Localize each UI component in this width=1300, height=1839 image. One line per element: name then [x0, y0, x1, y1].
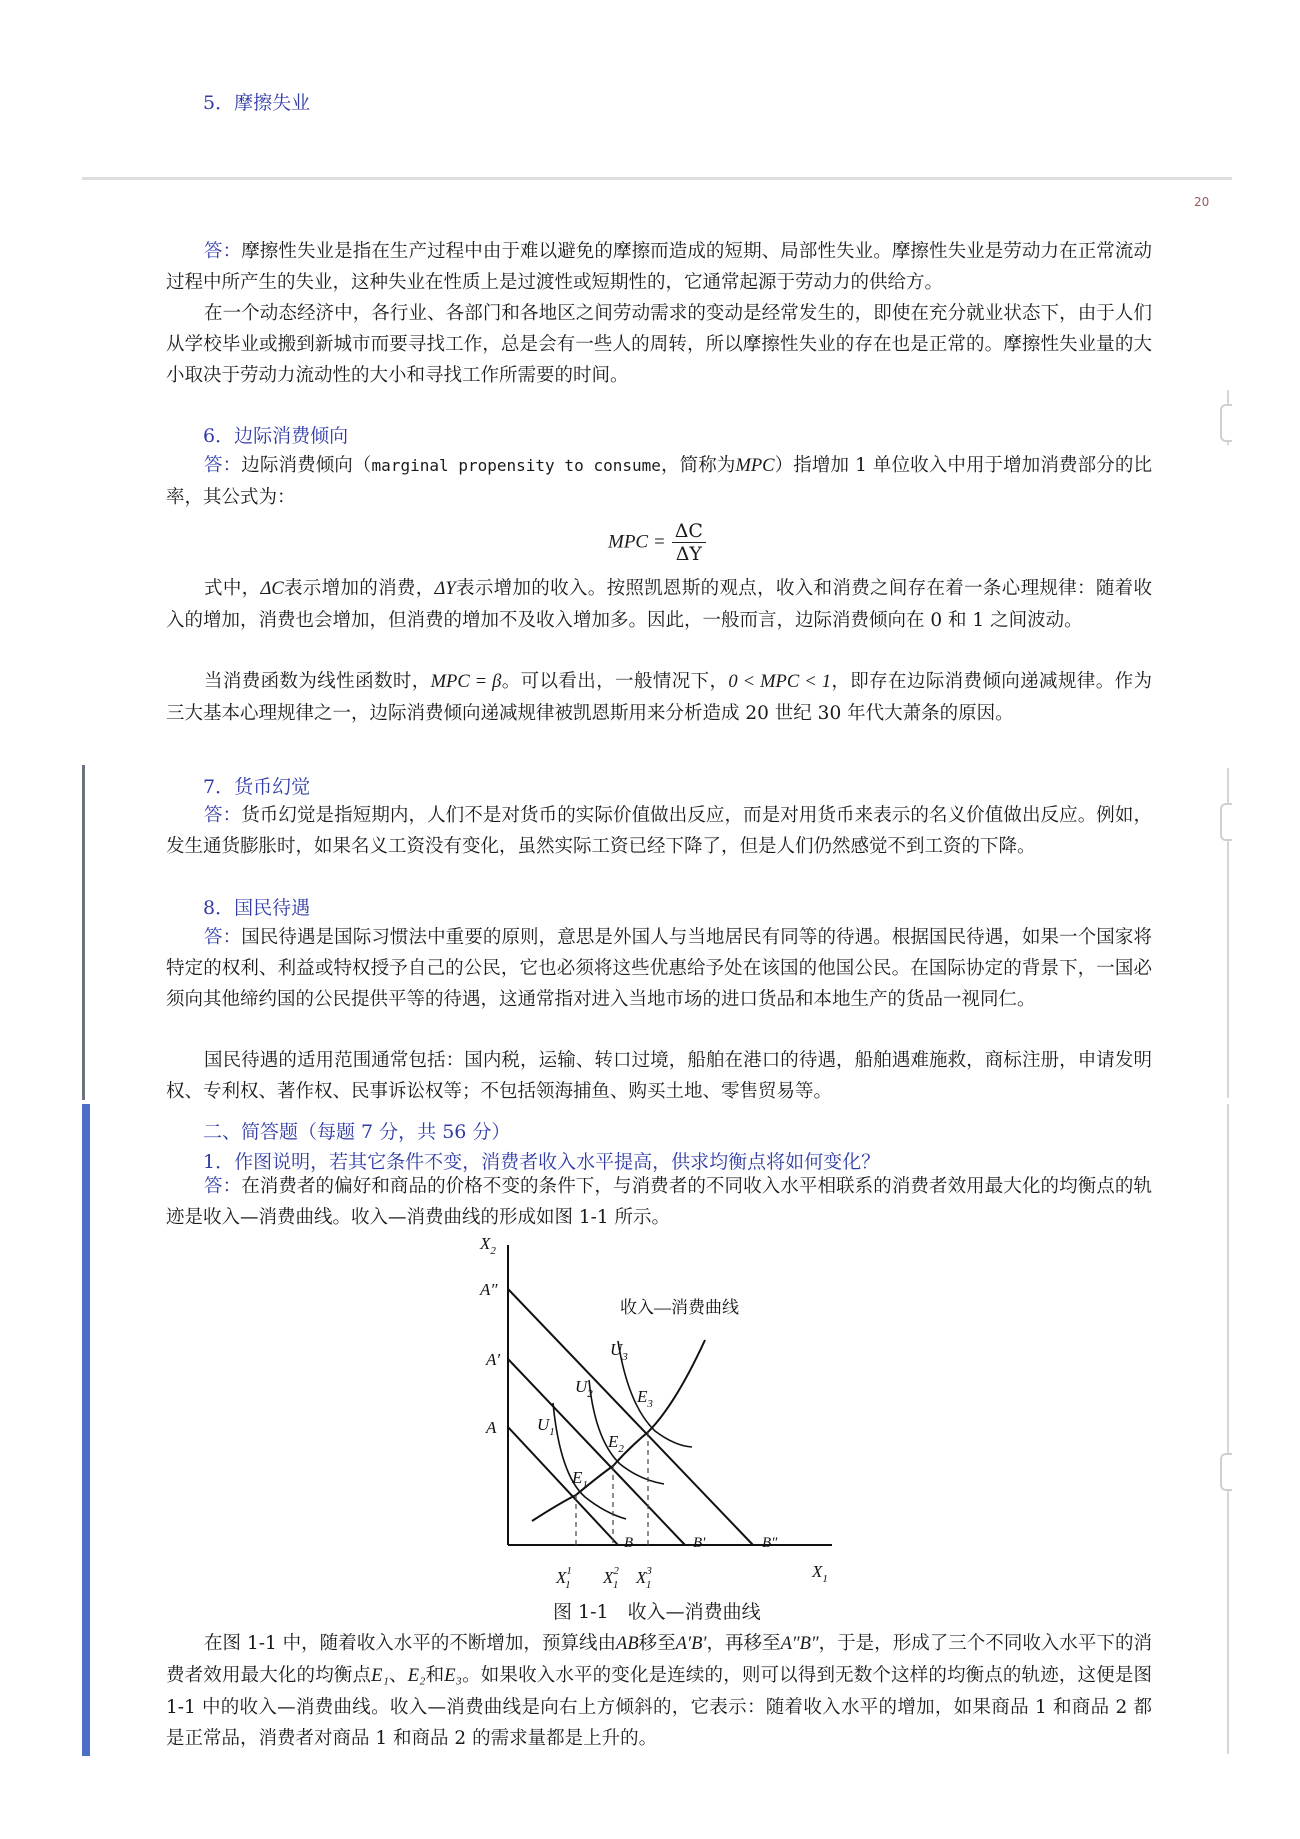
selection-bar: [82, 1104, 90, 1756]
collapse-handle[interactable]: [1220, 803, 1232, 841]
figure-caption: 图 1-1 收入—消费曲线: [553, 1601, 761, 1623]
label-u1: $U_1$: [537, 1415, 555, 1438]
tick-x1-2: $X^2$ 1: [603, 1565, 619, 1591]
part-2-heading: 二、简答题（每题 7 分，共 56 分）: [203, 1121, 511, 1143]
change-bar: [82, 765, 85, 1100]
label-u3: $U_3$: [610, 1340, 628, 1363]
intercept-b1: B′: [693, 1535, 706, 1551]
label-e2: $E_2$: [608, 1432, 624, 1455]
budget-line-a1b1: [508, 1359, 685, 1545]
intercept-b2: B″: [762, 1535, 778, 1551]
answer-label: 答：: [204, 1176, 242, 1197]
tick-x1-1: $X^1$ 1: [556, 1565, 572, 1591]
intercept-a1: A′: [486, 1350, 501, 1369]
question-1-answer: 答：在消费者的偏好和商品的价格不变的条件下，与消费者的不同收入水平相联系的消费者效用最大化的均衡点的轨迹是收入—消费曲线。收入—消费曲线的形成如图 1-1 所示。: [166, 1176, 1152, 1228]
label-e3: $E_3$: [637, 1387, 653, 1410]
collapse-handle[interactable]: [1220, 1453, 1232, 1491]
indifference-curve-u2: [589, 1380, 664, 1484]
label-e1: $E_1$: [572, 1468, 588, 1491]
section-6-heading: 6．边际消费倾向: [203, 425, 349, 447]
answer-label: 答：: [204, 455, 242, 476]
section-8-heading: 8．国民待遇: [203, 897, 311, 919]
answer-label: 答：: [204, 241, 242, 262]
income-consumption-curve: [532, 1340, 705, 1521]
collapse-handle[interactable]: [1220, 404, 1232, 442]
scroll-rail: [1227, 1104, 1229, 1754]
section-5-heading: 5．摩擦失业: [203, 92, 311, 114]
y-axis-label: $X_2$: [480, 1235, 496, 1257]
question-1-analysis: 在图 1-1 中，随着收入水平的不断增加，预算线由AB移至A′B′，再移至A″B″，于是，形成了三个不同收入水平下的消费者效用最大化的均衡点E₁、E₂和E₃。如果收入水平的变化是连续的，则可以得到无数个这样的均衡点的轨迹，这便是图 1-1 中的收入—消费曲线。收入—消费曲线是向右上方倾斜的，它表示：随着收入水平的增加，如果商品 1 和商品 2 都是正常品，消费者对商品 1 和商品 2 的需求量都是上升的。: [166, 1633, 1152, 1749]
page-number: 20: [1194, 195, 1210, 209]
intercept-b: B: [624, 1535, 634, 1551]
income-consumption-diagram: [460, 1235, 860, 1595]
budget-line-ab: [508, 1427, 618, 1545]
section-7-paragraph-1: 答：货币幻觉是指短期内，人们不是对货币的实际价值做出反应，而是对用货币来表示的名义价值做出反应。例如，发生通货膨胀时，如果名义工资没有变化，虽然实际工资已经下降了，但是人们仍然感觉不到工资的下降。: [166, 805, 1152, 857]
intercept-a: A: [486, 1418, 497, 1437]
indifference-curve-u3: [618, 1341, 692, 1447]
answer-label: 答：: [204, 927, 242, 948]
section-5-paragraph-1: 答：摩擦性失业是指在生产过程中由于难以避免的摩擦而造成的短期、局部性失业。摩擦性失业是劳动力在正常流动过程中所产生的失业，这种失业在性质上是过渡性或短期性的，它通常起源于劳动力的供给方。: [166, 241, 1152, 293]
section-6-paragraph-3: 当消费函数为线性函数时，MPC = β。可以看出，一般情况下，0 < MPC < 1，即存在边际消费倾向递减规律。作为三大基本心理规律之一，边际消费倾向递减规律被凯恩斯用来分析造成 20 世纪 30 年代大萧条的原因。: [166, 671, 1152, 724]
mpc-formula: MPC = $\frac{\Delta C}{\Delta Y}$: [608, 520, 706, 565]
section-7-heading: 7．货币幻觉: [203, 776, 311, 798]
section-6-paragraph-1: 答：边际消费倾向（marginal propensity to consume，简称为MPC）指增加 1 单位收入中用于增加消费部分的比率，其公式为：: [166, 455, 1152, 508]
section-6-paragraph-2: 式中，ΔC表示增加的消费，ΔY表示增加的收入。按照凯恩斯的观点，收入和消费之间存在着一条心理规律：随着收入的增加，消费也会增加，但消费的增加不及收入增加多。因此，一般而言，边际消费倾向在 0 和 1 之间波动。: [166, 578, 1152, 631]
tick-x1-3: $X^3$ 1: [636, 1565, 652, 1591]
section-8-paragraph-2: 国民待遇的适用范围通常包括：国内税，运输、转口过境，船舶在港口的待遇，船舶遇难施救，商标注册，申请发明权、专利权、著作权、民事诉讼权等；不包括领海捕鱼、购买土地、零售贸易等。: [166, 1050, 1152, 1102]
x-axis-label: $X_1$: [812, 1562, 828, 1585]
section-5-paragraph-2: 在一个动态经济中，各行业、各部门和各地区之间劳动需求的变动是经常发生的，即使在充分就业状态下，由于人们从学校毕业或搬到新城市而要寻找工作，总是会有一些人的周转，所以摩擦性失业的存在也是正常的。摩擦性失业量的大小取决于劳动力流动性的大小和寻找工作所需要的时间。: [166, 303, 1152, 386]
curve-label: 收入—消费曲线: [620, 1298, 739, 1317]
intercept-a2: A″: [480, 1280, 498, 1299]
page-divider: [82, 177, 1232, 180]
answer-label: 答：: [204, 805, 242, 826]
label-u2: $U_2$: [575, 1377, 593, 1400]
section-8-paragraph-1: 答：国民待遇是国际习惯法中重要的原则，意思是外国人与当地居民有同等的待遇。根据国民待遇，如果一个国家将特定的权利、利益或特权授予自己的公民，它也必须将这些优惠给予处在该国的他国公民。在国际协定的背景下，一国必须向其他缔约国的公民提供平等的待遇，这通常指对进入当地市场的进口货品和本地生产的货品一视同仁。: [166, 927, 1152, 1010]
question-1: 1．作图说明，若其它条件不变，消费者收入水平提高，供求均衡点将如何变化？: [203, 1151, 881, 1173]
